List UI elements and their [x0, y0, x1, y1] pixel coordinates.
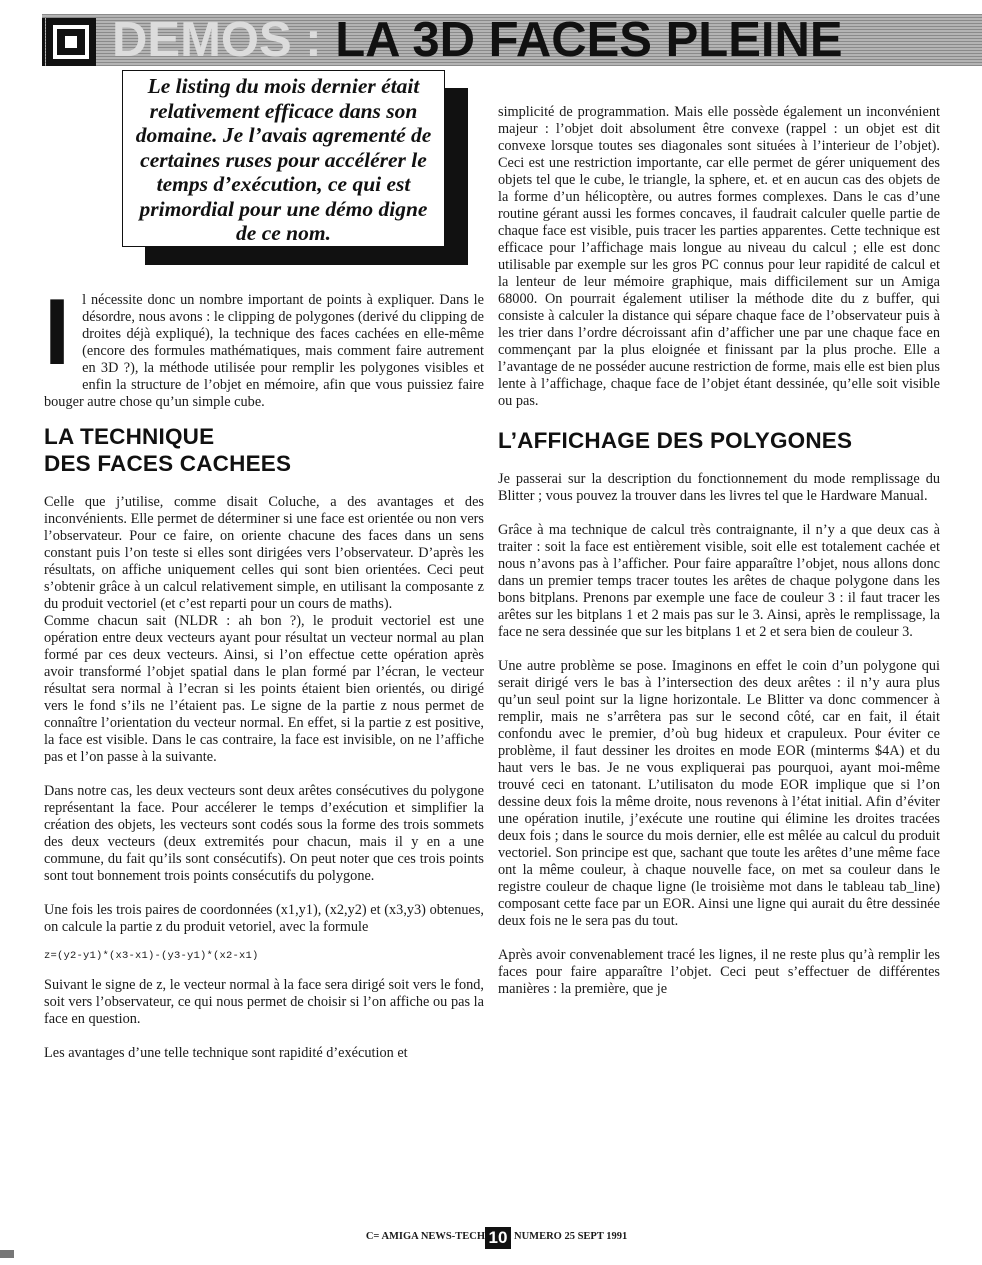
formula: z=(y2-y1)*(x3-x1)-(y3-y1)*(x2-x1) [44, 950, 259, 962]
heading-line-1: LA TECHNIQUE [44, 424, 215, 449]
left-paragraph-2: Celle que j’utilise, comme disait Coluche, a des avantages et des inconvénients. Elle permet de déterminer si une face est orientée ou non vers l’observateur. Pour ce faire, on oriente chacune des faces dans un sens constant puis l’on teste si elles sont dirigées vers l’observateur. D’après les résultats, on affiche uniquement celles qui sont bien orientées. Ceci peut s’obtenir grâce à un calcul relativement simple, en utilisant la composante z du produit vectoriel (et c’est reparti pour un cours de maths). [44, 494, 484, 612]
left-paragraph-6: Suivant le signe de z, le vecteur normal à la face sera dirigé soit vers le fond, soit vers l’observateur, ce qui nous permet de choisir si l’on affiche ou pas la face en question. [44, 977, 484, 1027]
left-paragraph-1 [44, 279, 484, 411]
left-paragraph-5: Une fois les trois paires de coordonnées (x1,y1), (x2,y2) et (x3,y3) obtenues, on calcule la partie z du produit vetoriel, avec la formule [44, 902, 484, 935]
intro-text: Le listing du mois dernier était relativement efficace dans son domaine. Je l’avais agrementé de certaines ruses pour accélérer le temps d’exécution, ce qui est primordial pour une démo digne de ce nom. [135, 74, 432, 245]
right-column [498, 104, 940, 998]
left-column [44, 279, 484, 1062]
right-paragraph-3: Grâce à ma technique de calcul très contraignante, il n’y a que deux cas à traiter : soit la face est entièrement visible, soit elle est totalement cachée et nous n’avons pas à l’afficher. Pour faire apparaître l’objet, nous allons donc dans un premier temps tracer toutes les arêtes de chaque polygone dans les bons bitplans. Prenons par exemple une face de couleur 3 : il faut tracer les arêtes sur les bitplans 1 et 2 mais pas sur le 3. Ainsi, après le remplissage, la face ne sera dessinée que sur les bitplans 1 et 2 et sera bien de couleur 3. [498, 522, 940, 640]
left-paragraph-3: Comme chacun sait (NLDR : ah bon ?), le produit vectoriel est une opération entre deux vecteurs ayant pour résultat un vecteur normal au plan formé par ces deux vecteurs. Ainsi, si l’on effectue cette opération après avoir transformé l’objet spatial dans le plan formé par l’écran, le vecteur résultat sera normal à l’ecran si les points étaient bien orientés, ou dirigé vers le fond s’ils ne l’étaient pas. Le signe de la partie z nous permet de connaître l’orientation du vecteur normal. En effet, si la partie z est positive, la face est visible. Dans le cas contraire, la face est invisible, on ne l’affiche pas et l’on passe à la suivante. [44, 613, 484, 765]
logo-stripe [42, 18, 45, 66]
section-heading-affichage: L’AFFICHAGE DES POLYGONES [498, 428, 853, 453]
left-paragraph-4: Dans notre cas, les deux vecteurs sont deux arêtes consécutives du polygone représentant la face. Pour accélerer le temps d’exécution et simplifier la création des objets, les vecteurs sont codés sous la forme des trois sommets des deux vecteurs (deux extremités pour chacun, mais il y en a une commune, du fait qu’ils sont consécutifs). On peut noter que ces trois points sont tout bonnement trois points consécutifs du polygone. [44, 783, 484, 884]
rubric-logo-icon [46, 18, 96, 66]
footer-magazine: C= AMIGA NEWS-TECH [365, 1231, 485, 1242]
right-paragraph-5: Après avoir convenablement tracé les lignes, il ne reste plus qu’à remplir les faces pour faire apparaître l’objet. Ceci peut s’effectuer de différentes manières : la première, que je [498, 947, 940, 997]
left-paragraph-1-text: l nécessite donc un nombre important de points à expliquer. Dans le désordre, nous avons : le clipping de polygones (derivé du clipping de droites déjà expliqué), la technique des faces cachées en elle-même (encore des formules mathématiques, mais comment faire autrement en 3D ?), la méthode utilisée pour remplir les polygones visibles et enfin la structure de l’objet en mémoire, afin que vous puissiez faire bouger autre chose qu’un simple cube. [44, 292, 484, 410]
page-footer [360, 1227, 660, 1249]
intro-box [122, 70, 445, 247]
title-main: LA 3D FACES PLEINE [321, 13, 843, 67]
page-title [112, 12, 843, 68]
right-paragraph-1: simplicité de programmation. Mais elle possède également un inconvénient majeur : l’objet doit absolument être convexe (rappel : un objet est dit convexe lorsque toutes ses diagonales sont situées à l’interieur de l’objet). Ceci est une restriction importante, car elle permet de gérer uniquement des objets tel que le cube, le triangle, la sphere, et. et en aucun cas des objets de la forme d’un hélicoptère, ou autres formes complexes. Dans le cas d’une routine gérant aussi les formes concaves, il faudrait calculer quelle partie de chaque face est visible, puis tracer les parties apparentes. Cette technique est efficace pour l’affichage mais longue au niveau du calcul ; elle est donc utilisable par exemple sur les gros PC connus pour leur rapidité de calcul et la lenteur de leur mémoire graphique, mais difficilement sur un Amiga 68000. On pourrait également utiliser la méthode dite du z buffer, qui consiste à calculer la distance qui sépare chaque face de l’observateur puis à les trier dans l’ordre décroissant afin d’afficher une par une chaque face en commençant par la plus eloignée et finissant par la plus proche. Elle a l’avantage de ne posséder aucune restriction de forme, mais elle est bien plus lente à l’affichage, chaque face de l’objet étant dessinée, qu’elle soit visible ou pas. [498, 104, 940, 409]
title-demos: DEMOS : [112, 13, 322, 67]
left-paragraph-7: Les avantages d’une telle technique sont rapidité d’exécution et [44, 1045, 408, 1061]
section-heading-faces-cachees [44, 423, 484, 477]
heading-line-2: DES FACES CACHEES [44, 451, 292, 476]
right-paragraph-2: Je passerai sur la description du fonctionnement du mode remplissage du Blitter ; vous pouvez la trouver dans les livres tel que le Hardware Manual. [498, 471, 940, 504]
header-banner [42, 14, 982, 66]
page-number: 10 [485, 1227, 511, 1249]
footer-issue: NUMERO 25 SEPT 1991 [514, 1231, 628, 1242]
scan-corner-mark [0, 1250, 14, 1258]
right-paragraph-4: Une autre problème se pose. Imaginons en effet le coin d’un polygone qui serait dirigé vers le bas à l’intersection des deux arêtes : il n’y aura plus qu’un seul point sur la ligne horizontale. Le Blitter va donc commencer à remplir, mais ne s’arrêtera pas sur le second côté, car en fait, il était confondu avec le premier, d’où bug hideux et crapuleux. Pour éviter ce problème, il faut dessiner les droites en mode EOR (minterms $4A) et du haut vers le bas. Je ne vous expliquerai pas pourquoi, ayant moi-même trouvé ceci en tatonant. L’utilisaton du mode EOR implique que si l’on dessine deux fois la même droite, nous revenons à l’état initial. Afin d’éviter une opération inutile, j’exécute une routine qui élimine les droites tracées deux fois ; dans le source du mois dernier, elle est mêlée au calcul du produit vectoriel. Son principe est que, sachant que toute les arêtes d’une même face ont la même couleur, à chaque nouvelle face, on met sa couleur dans le registre couleur de chaque ligne (le troisième mot dans le tableau tab_line) composant cette face par un EOR. Ainsi une ligne qui aurait du être dessinée deux fois ne le sera pas du tout. [498, 658, 940, 929]
drop-cap: I [44, 279, 71, 384]
